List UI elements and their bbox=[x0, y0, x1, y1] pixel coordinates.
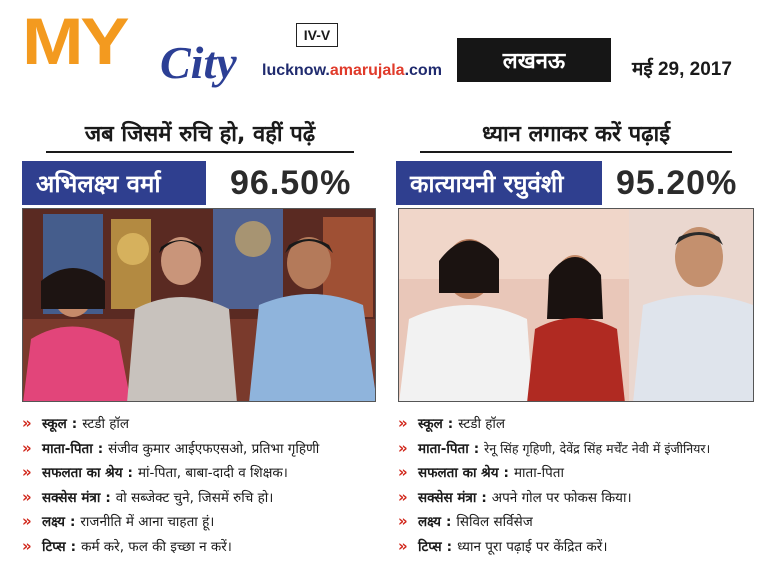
fact-label: टिप्स bbox=[418, 538, 442, 555]
story-headline: ध्यान लगाकर करें पढ़ाई bbox=[420, 118, 732, 153]
fact-sep: : bbox=[446, 514, 452, 530]
bullet-arrow-icon: » bbox=[22, 463, 29, 481]
fact-value: स्टडी हॉल bbox=[82, 416, 130, 432]
bullet-arrow-icon: » bbox=[22, 414, 29, 432]
fact-value: राजनीति में आना चाहता हूं। bbox=[80, 514, 215, 530]
fact-tips bbox=[22, 537, 319, 562]
student-score: 96.50% bbox=[230, 164, 352, 202]
fact-value: स्टडी हॉल bbox=[458, 416, 506, 432]
fact-goal bbox=[398, 512, 710, 537]
fact-value: कर्म करे, फल की इच्छा न करें। bbox=[81, 538, 232, 555]
fact-sep: : bbox=[473, 440, 480, 457]
fact-value: सिविल सर्विसेज bbox=[456, 514, 533, 530]
fact-value: माता-पिता bbox=[513, 465, 564, 481]
name-score-row bbox=[396, 161, 756, 209]
fact-sep: : bbox=[481, 489, 487, 506]
fact-value: रेनू सिंह गृहिणी, देवेंद्र सिंह मर्चेंट नेवी में इंजीनियर। bbox=[484, 440, 711, 456]
fact-value: मां-पिता, बाबा-दादी व शिक्षक। bbox=[137, 465, 288, 481]
fact-label: स्कूल bbox=[418, 416, 443, 432]
my-city-logo-city: City bbox=[160, 37, 237, 88]
masthead bbox=[0, 0, 779, 100]
fact-list bbox=[398, 414, 710, 561]
fact-mantra bbox=[398, 488, 710, 513]
fact-parents bbox=[398, 439, 710, 464]
fact-sep: : bbox=[70, 514, 76, 530]
fact-label: स्कूल bbox=[42, 416, 67, 432]
fact-sep: : bbox=[70, 538, 77, 555]
fact-label: सफलता का श्रेय bbox=[418, 465, 499, 481]
fact-value: संजीव कुमार आईएफएसओ, प्रतिभा गृहिणी bbox=[108, 440, 320, 457]
name-score-row bbox=[22, 161, 378, 209]
my-city-logo-my bbox=[22, 4, 127, 78]
bullet-arrow-icon: » bbox=[22, 536, 29, 555]
bullet-arrow-icon: » bbox=[398, 414, 405, 432]
fact-sep: : bbox=[97, 440, 104, 457]
bullet-arrow-icon: » bbox=[398, 487, 405, 506]
logo-y: Y bbox=[80, 4, 127, 78]
fact-value: अपने गोल पर फोकस किया। bbox=[491, 489, 632, 506]
city-tag: लखनऊ bbox=[457, 38, 611, 82]
student-name: कात्यायनी रघुवंशी bbox=[396, 161, 602, 205]
bullet-arrow-icon: » bbox=[398, 512, 405, 530]
site-brand: amarujala bbox=[329, 62, 405, 79]
story-left bbox=[22, 118, 378, 555]
bullet-arrow-icon: » bbox=[398, 463, 405, 481]
student-name: अभिलक्ष्य वर्मा bbox=[22, 161, 206, 205]
fact-credit bbox=[398, 463, 710, 488]
fact-label: लक्ष्य bbox=[42, 514, 65, 530]
fact-sep: : bbox=[446, 538, 453, 555]
fact-value: वो सब्जेक्ट चुने, जिसमें रुचि हो। bbox=[115, 489, 274, 506]
student-family-photo bbox=[398, 208, 754, 402]
fact-label: सक्सेस मंत्रा bbox=[418, 489, 477, 506]
site-prefix: lucknow. bbox=[262, 62, 330, 79]
fact-sep: : bbox=[71, 416, 78, 432]
story-headline: जब जिसमें रुचि हो, वहीं पढ़ें bbox=[46, 118, 354, 153]
bullet-arrow-icon: » bbox=[22, 438, 29, 457]
fact-value: ध्यान पूरा पढ़ाई पर केंद्रित करें। bbox=[457, 538, 608, 555]
site-suffix: .com bbox=[404, 62, 442, 79]
fact-label: माता-पिता bbox=[418, 440, 469, 457]
site-url[interactable] bbox=[262, 62, 442, 80]
fact-label: सफलता का श्रेय bbox=[42, 465, 123, 481]
fact-label: टिप्स bbox=[42, 538, 66, 555]
fact-sep: : bbox=[105, 489, 111, 506]
edition-badge: IV-V bbox=[296, 23, 338, 47]
student-score: 95.20% bbox=[616, 164, 738, 202]
student-family-photo bbox=[22, 208, 376, 402]
fact-label: माता-पिता bbox=[42, 440, 93, 457]
logo-m: M bbox=[22, 4, 81, 78]
fact-parents bbox=[22, 439, 319, 464]
fact-sep: : bbox=[127, 465, 133, 481]
fact-school bbox=[22, 414, 319, 439]
fact-label: लक्ष्य bbox=[418, 514, 441, 530]
issue-date: मई 29, 2017 bbox=[632, 59, 732, 80]
fact-credit bbox=[22, 463, 319, 488]
fact-label: सक्सेस मंत्रा bbox=[42, 489, 101, 506]
bullet-arrow-icon: » bbox=[398, 438, 405, 457]
fact-goal bbox=[22, 512, 319, 537]
fact-sep: : bbox=[447, 416, 454, 432]
fact-tips bbox=[398, 537, 710, 562]
fact-list bbox=[22, 414, 319, 561]
bullet-arrow-icon: » bbox=[22, 512, 29, 530]
story-right bbox=[396, 118, 756, 555]
fact-mantra bbox=[22, 488, 319, 513]
family-photo-image bbox=[23, 209, 376, 402]
fact-sep: : bbox=[503, 465, 509, 481]
bullet-arrow-icon: » bbox=[22, 487, 29, 506]
family-photo-image bbox=[399, 209, 754, 402]
fact-school bbox=[398, 414, 710, 439]
bullet-arrow-icon: » bbox=[398, 536, 405, 555]
